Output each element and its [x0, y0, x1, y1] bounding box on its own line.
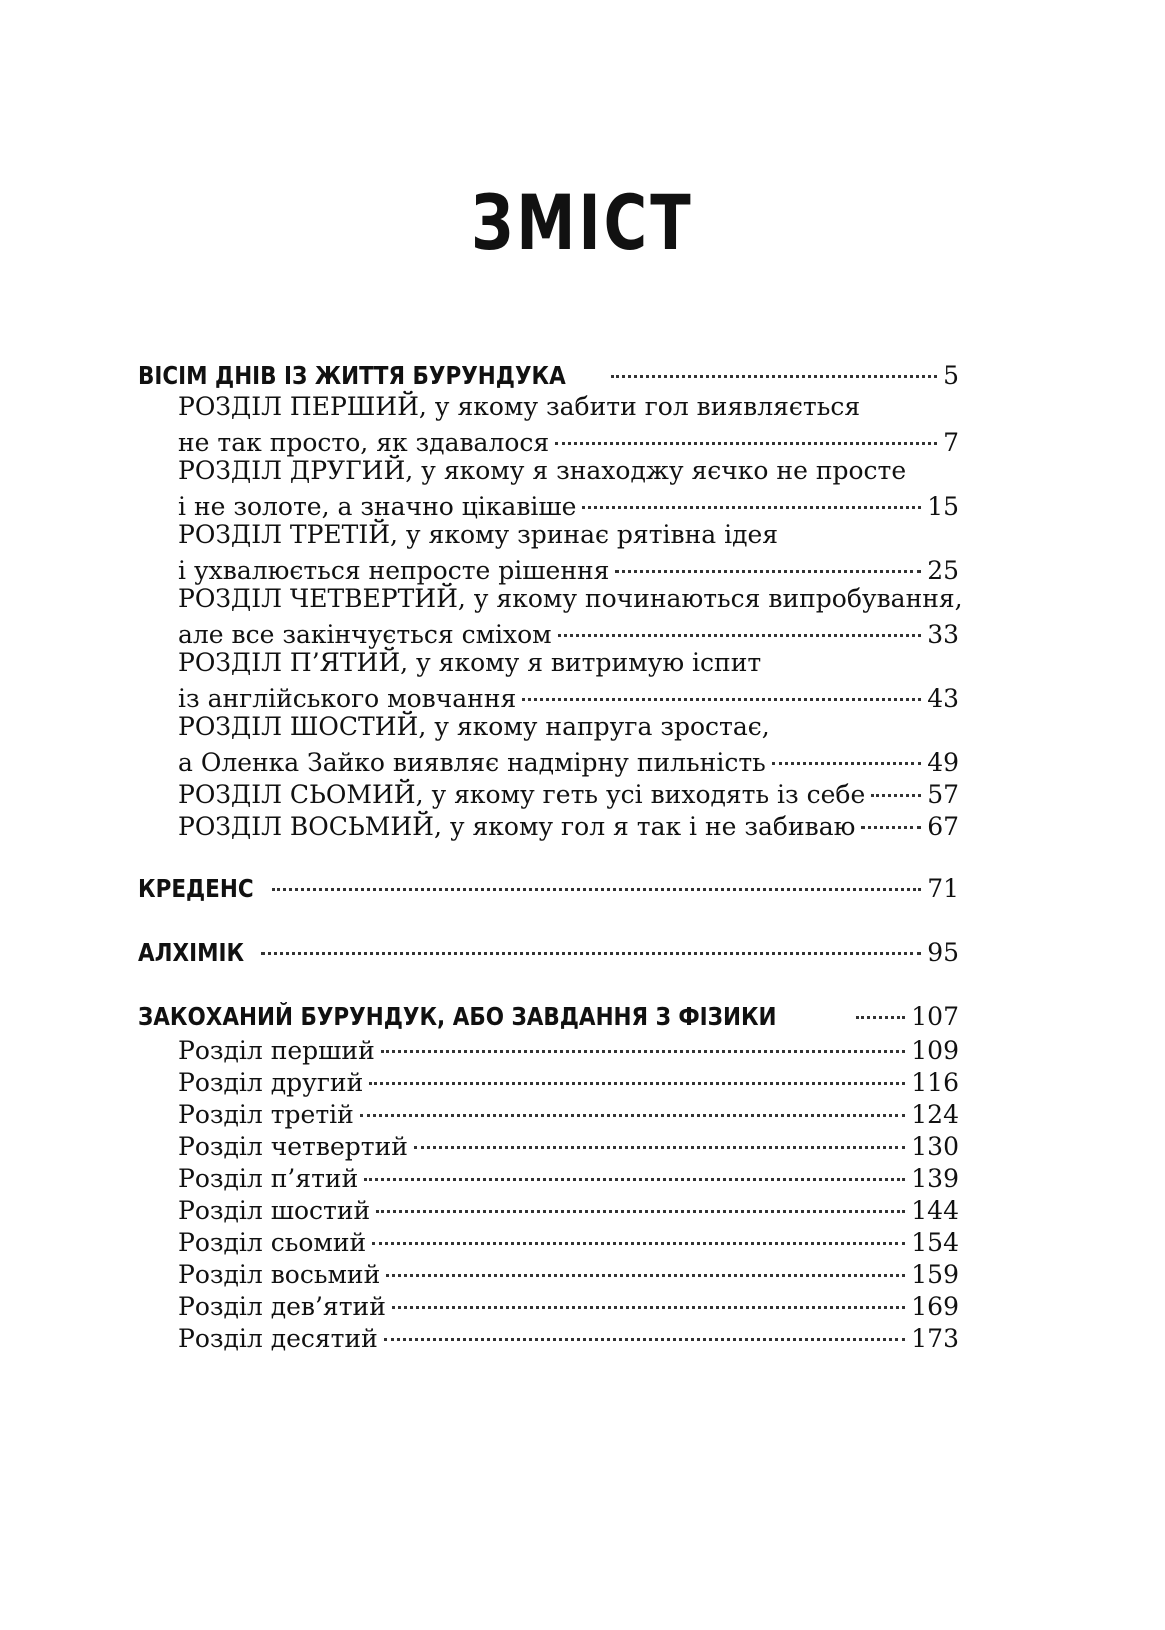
page-number: 71	[927, 874, 959, 903]
page-number: 25	[927, 556, 959, 585]
chapter-title-line: Розділ п’ятий	[178, 1164, 359, 1193]
chapter-title-line: РОЗДІЛ ШОСТИЙ, у якому напруга зростає,	[178, 712, 770, 741]
chapter-title-line: Розділ третій	[178, 1100, 354, 1129]
chapter-title-line: але все закінчується сміхом	[178, 620, 552, 649]
dot-leader	[369, 1057, 905, 1085]
page-number: 109	[911, 1036, 959, 1065]
chapter-title-line: РОЗДІЛ ВОСЬМИЙ, у якому гол я так і не забиваю	[178, 812, 856, 841]
page-number: 169	[911, 1292, 959, 1321]
chapter-title-line: РОЗДІЛ ДРУГИЙ, у якому я знаходжу яєчко не просте	[178, 456, 907, 485]
chapter-title-line: і ухвалюється непросте рішення	[178, 556, 610, 585]
chapter-title-line: Розділ перший	[178, 1036, 375, 1065]
toc-entry-chapter[interactable]	[178, 775, 959, 811]
chapter-title-line: РОЗДІЛ П’ЯТИЙ, у якому я витримую іспит	[178, 648, 762, 677]
page-number: 43	[927, 684, 959, 713]
chapter-title-line: Розділ десятий	[178, 1324, 378, 1353]
dot-leader	[582, 481, 921, 509]
dot-leader	[615, 545, 921, 573]
chapter-title-line: Розділ восьмий	[178, 1260, 381, 1289]
chapter-title-line: Розділ четвертий	[178, 1132, 408, 1161]
toc-entry-section-2[interactable]	[138, 869, 959, 905]
chapter-title-line: а Оленка Зайко виявляє надмірну пильність	[178, 748, 766, 777]
page-number: 67	[927, 812, 959, 841]
toc-entry-section-3[interactable]	[138, 933, 959, 969]
page-number: 15	[927, 492, 959, 521]
chapter-title-line: РОЗДІЛ СЬОМИЙ, у якому геть усі виходять із себе	[178, 780, 866, 809]
dot-leader	[364, 1153, 905, 1181]
dot-leader	[611, 350, 937, 378]
page-number: 7	[943, 428, 959, 457]
toc-entry-chapter[interactable]	[178, 423, 959, 459]
page-number: 124	[911, 1100, 959, 1129]
toc-entry-chapter[interactable]	[178, 807, 959, 843]
section-heading: АЛХІМІК	[138, 938, 245, 967]
chapter-title-line: Розділ другий	[178, 1068, 364, 1097]
dot-leader	[372, 1217, 905, 1245]
dot-leader	[272, 863, 921, 891]
dot-leader	[386, 1249, 905, 1277]
page-number: 144	[911, 1196, 959, 1225]
dot-leader	[861, 801, 921, 829]
dot-leader	[381, 1025, 906, 1053]
chapter-title-line: із англійського мовчання	[178, 684, 517, 713]
page-number: 159	[911, 1260, 959, 1289]
page-title: ЗМІСТ	[471, 178, 694, 267]
dot-leader	[558, 609, 922, 637]
dot-leader	[392, 1281, 905, 1309]
dot-leader	[871, 769, 921, 797]
section-heading: ЗАКОХАНИЙ БУРУНДУК, АБО ЗАВДАННЯ З ФІЗИКИ	[138, 1002, 777, 1031]
page-number: 130	[911, 1132, 959, 1161]
section-heading: КРЕДЕНС	[138, 874, 254, 903]
chapter-title-line: РОЗДІЛ ЧЕТВЕРТИЙ, у якому починаються випробування,	[178, 584, 963, 613]
page-number: 33	[927, 620, 959, 649]
page-number: 173	[911, 1324, 959, 1353]
dot-leader	[856, 991, 905, 1019]
page-number: 107	[911, 1002, 959, 1031]
page-number: 139	[911, 1164, 959, 1193]
chapter-title-line: Розділ шостий	[178, 1196, 371, 1225]
page-number: 5	[943, 361, 959, 390]
dot-leader	[772, 737, 921, 765]
chapter-title-line: не так просто, як здавалося	[178, 428, 550, 457]
dot-leader	[360, 1089, 905, 1117]
dot-leader	[376, 1185, 905, 1213]
dot-leader	[261, 927, 921, 955]
page-number: 154	[911, 1228, 959, 1257]
toc-entry-chapter[interactable]	[178, 1319, 959, 1355]
toc-entry-chapter[interactable]	[178, 679, 959, 715]
page-number: 57	[927, 780, 959, 809]
toc-entry-section-1[interactable]	[138, 356, 959, 392]
chapter-title-line: Розділ сьомий	[178, 1228, 367, 1257]
dot-leader	[555, 417, 937, 445]
toc-entry-chapter[interactable]	[178, 743, 959, 779]
dot-leader	[384, 1313, 905, 1341]
section-heading: ВІСІМ ДНІВ ІЗ ЖИТТЯ БУРУНДУКА	[138, 361, 566, 390]
chapter-title-line: РОЗДІЛ ТРЕТІЙ, у якому зринає рятівна ідея	[178, 520, 779, 549]
page-number: 49	[927, 748, 959, 777]
chapter-title-line: Розділ дев’ятий	[178, 1292, 386, 1321]
chapter-title-line: і не золоте, а значно цікавіше	[178, 492, 577, 521]
toc-entry-chapter[interactable]	[178, 487, 959, 523]
toc-entry-chapter[interactable]	[178, 615, 959, 651]
dot-leader	[522, 673, 921, 701]
toc-entry-chapter[interactable]	[178, 551, 959, 587]
chapter-title-line: РОЗДІЛ ПЕРШИЙ, у якому забити гол виявляється	[178, 392, 861, 421]
page-number: 95	[927, 938, 959, 967]
dot-leader	[414, 1121, 905, 1149]
page-number: 116	[911, 1068, 959, 1097]
